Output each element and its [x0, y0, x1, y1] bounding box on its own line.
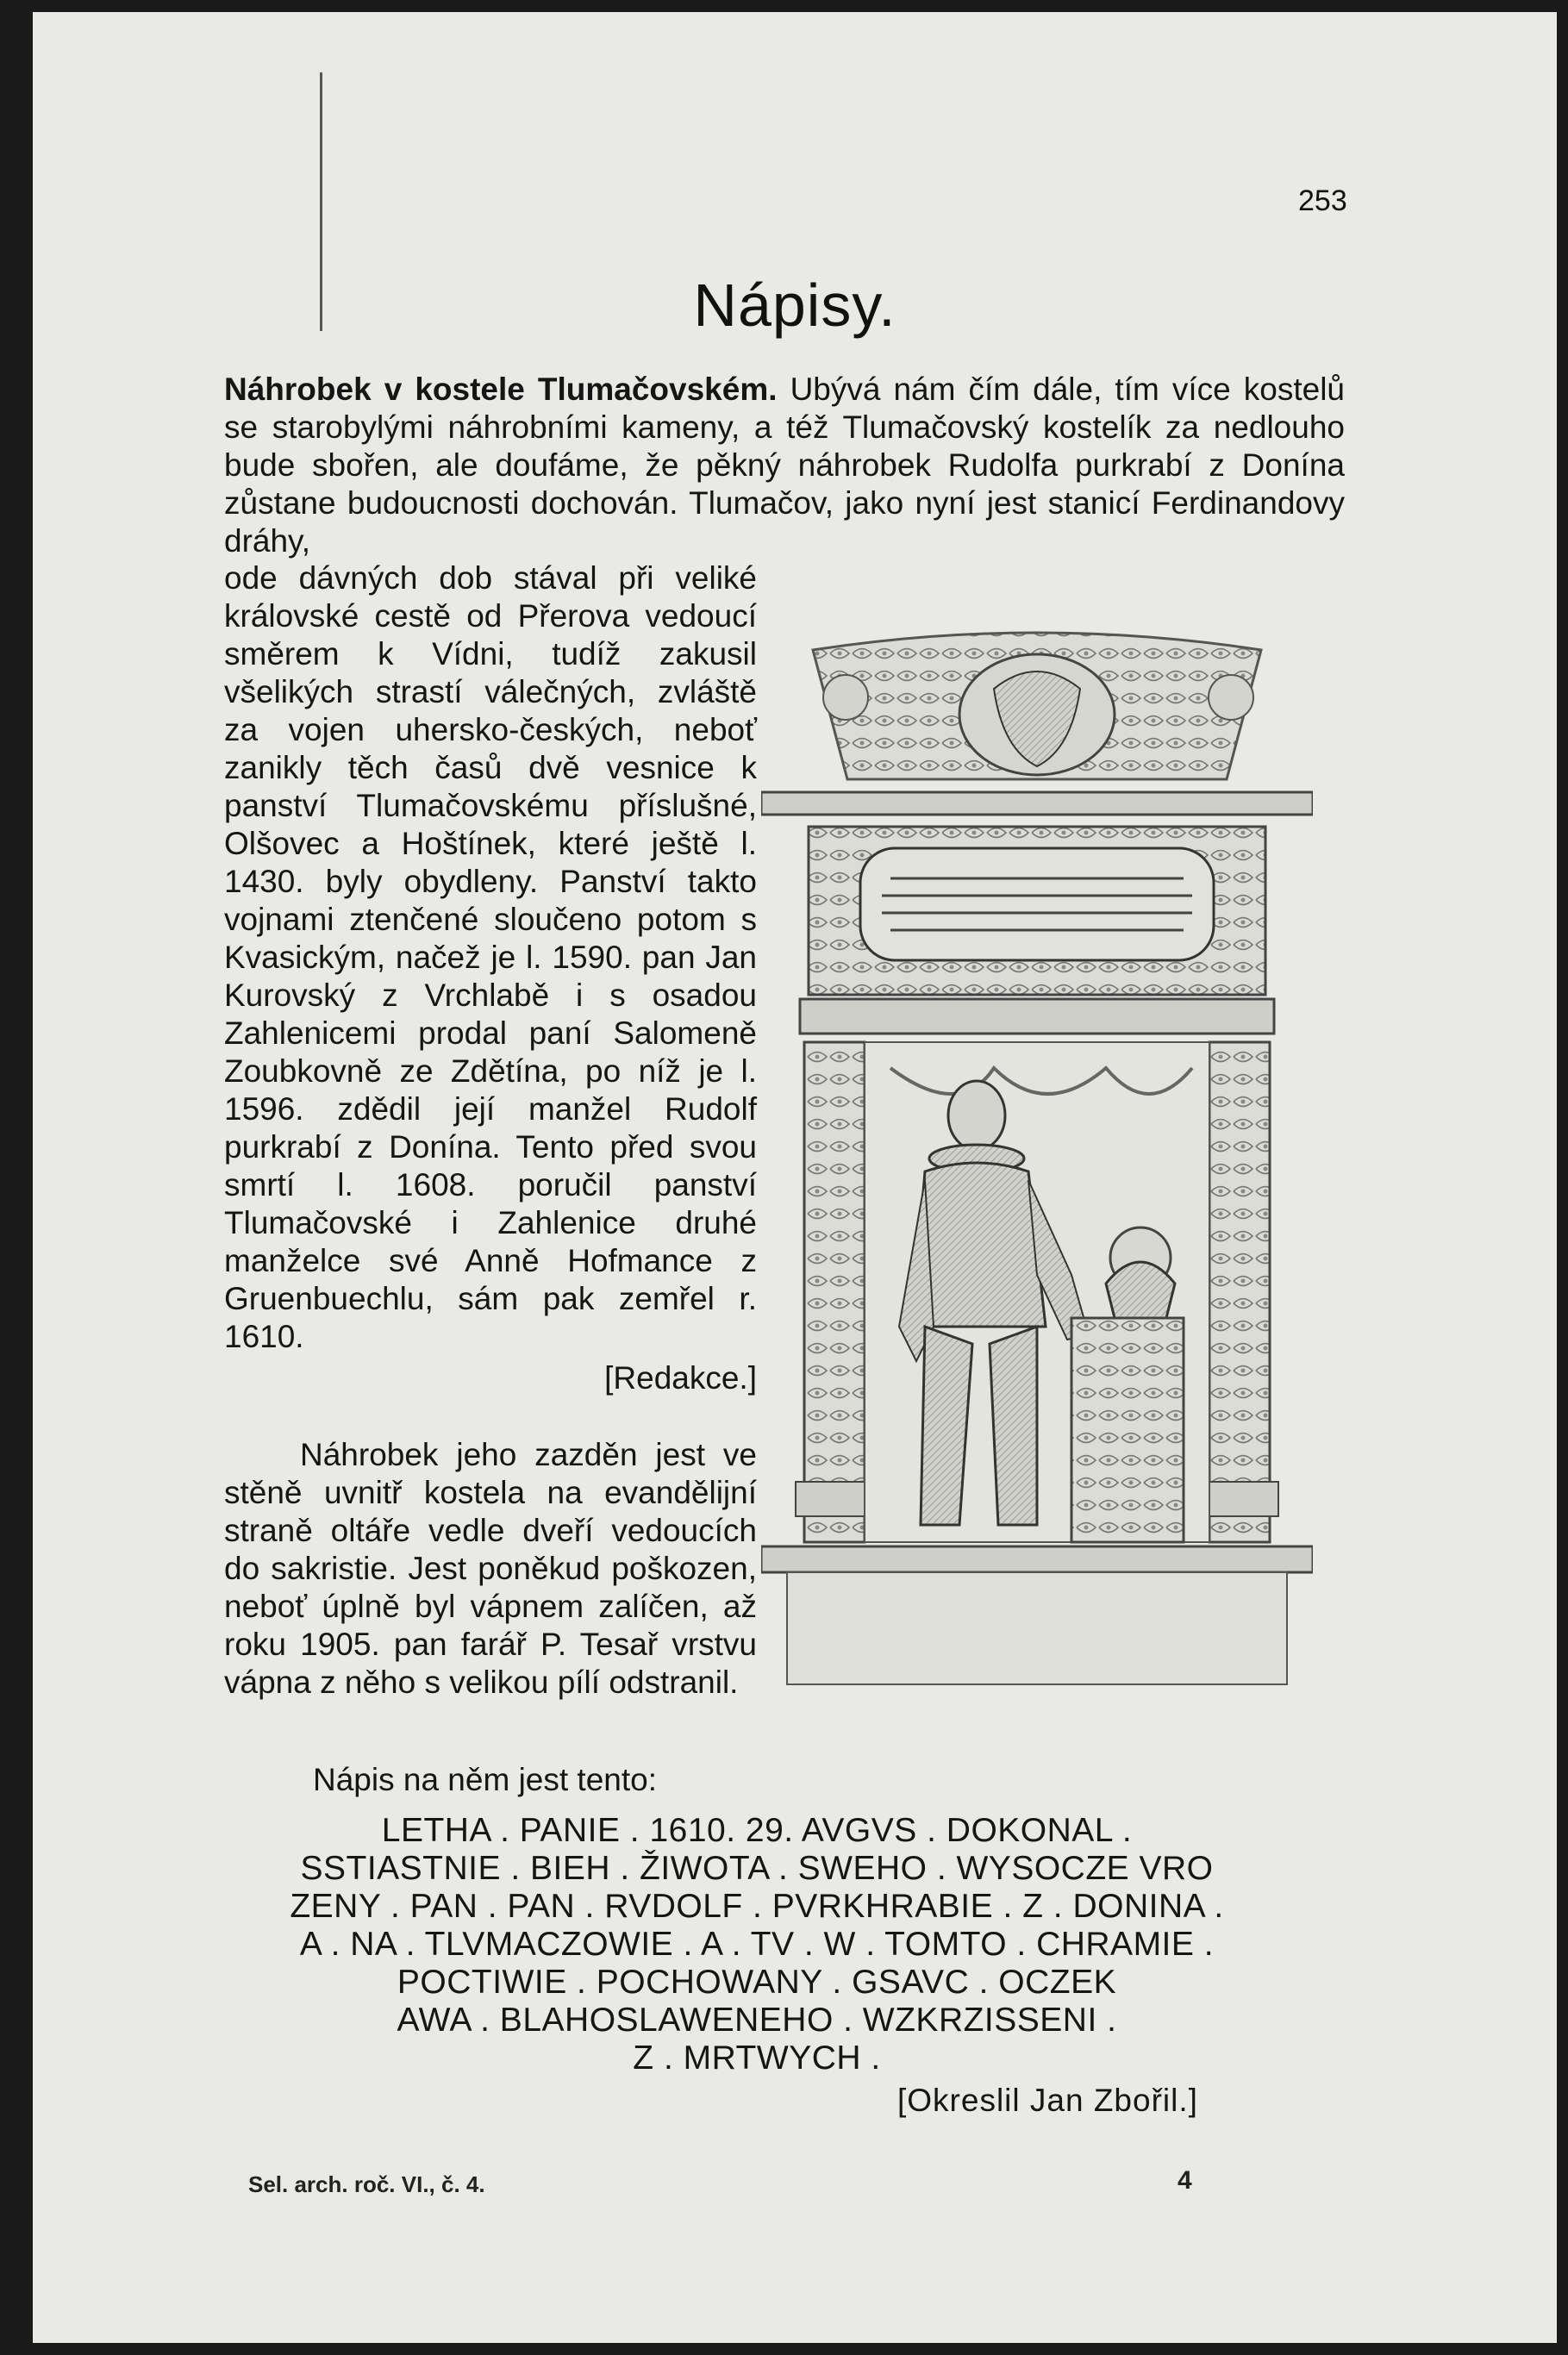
history-paragraph [224, 559, 757, 1397]
tomb-paragraph [224, 1436, 757, 1702]
inscription-line: Z . MRTWYCH . [633, 2040, 881, 2077]
intro-text: Ubývá nám čím dále, tím více kostelů se starobylými náhrobními kameny, a též Tlumačovský kostelík za nedlouho bude sbořen, ale doufáme, že pěkný náhrobek Rudolfa purkrabí z Donína zůstane budoucnosti dochován. Tlumačov, jako nyní jest stanicí Ferdinandovy dráhy, [224, 372, 1345, 559]
inscription-line: A . NA . TLVMACZOWIE . A . TV . W . TOMTO . CHRAMIE . [299, 1926, 1215, 1963]
page-title: Nápisy. [693, 272, 896, 339]
intro-heading: Náhrobek v kostele Tlumačovském. [224, 372, 778, 407]
inscription-line: AWA . BLAHOSLAWENEHO . WZKRZISSENI . [397, 2002, 1117, 2039]
page-number: 253 [1298, 184, 1347, 217]
inscription-line: SSTIASTNIE . BIEH . ŽIWOTA . SWEHO . WYSOCZE VRO [300, 1850, 1214, 1887]
inscription-line: ZENY . PAN . PAN . RVDOLF . PVRKHRABIE . Z . DONINA . [290, 1888, 1224, 1925]
intro-paragraph [224, 371, 1345, 560]
tomb-text: Náhrobek jeho zazděn jest ve stěně uvnitř kostela na evandělijní straně oltáře vedle dveří vedoucích do sakristie. Jest poněkud poškozen, neboť úplně byl vápnem zalíčen, až roku 1905. pan farář P. Tesař vrstvu vápna z něho s velikou pílí odstranil. [224, 1437, 757, 1700]
redakce-note: [Redakce.] [604, 1360, 757, 1396]
inscription-intro: Nápis na něm jest tento: [313, 1762, 657, 1797]
signature: [Okreslil Jan Zbořil.] [897, 2083, 1198, 2118]
footer-sheet-number: 4 [1178, 2166, 1192, 2195]
footer-citation: Sel. arch. roč. VI., č. 4. [248, 2171, 485, 2197]
document-page [33, 12, 1557, 2343]
inscription [205, 1812, 1309, 2077]
inscription-line: POCTIWIE . POCHOWANY . GSAVC . OCZEK [397, 1964, 1117, 2001]
inscription-line: LETHA . PANIE . 1610. 29. AVGVS . DOKONAL . [381, 1812, 1133, 1849]
history-text: ode dávných dob stával při veliké královské cestě od Přerova vedoucí směrem k Vídni, tudíž zakusil všelikých strastí válečných, zvláště za vojen uhersko-českých, neboť zanikly těch časů dvě vesnice k panství Tlumačovskému příslušné, Olšovec a Hoštínek, které ještě l. 1430. byly obydleny. Panství takto vojnami ztenčené sloučeno potom s Kvasickým, načež je l. 1590. pan Jan Kurovský z Vrchlabě i s osadou Zahlenicemi prodal paní Salomeně Zoubkovně ze Zdětína, po níž je l. 1596. zdědil její manžel Rudolf purkrabí z Donína. Tento před svou smrtí l. 1608. poručil panství Tlumačovské i Zahlenice druhé manželce své Anně Hofmance z Gruenbuechlu, sám pak zemřel r. 1610. [224, 560, 757, 1354]
tombstone-illustration [761, 620, 1313, 1708]
